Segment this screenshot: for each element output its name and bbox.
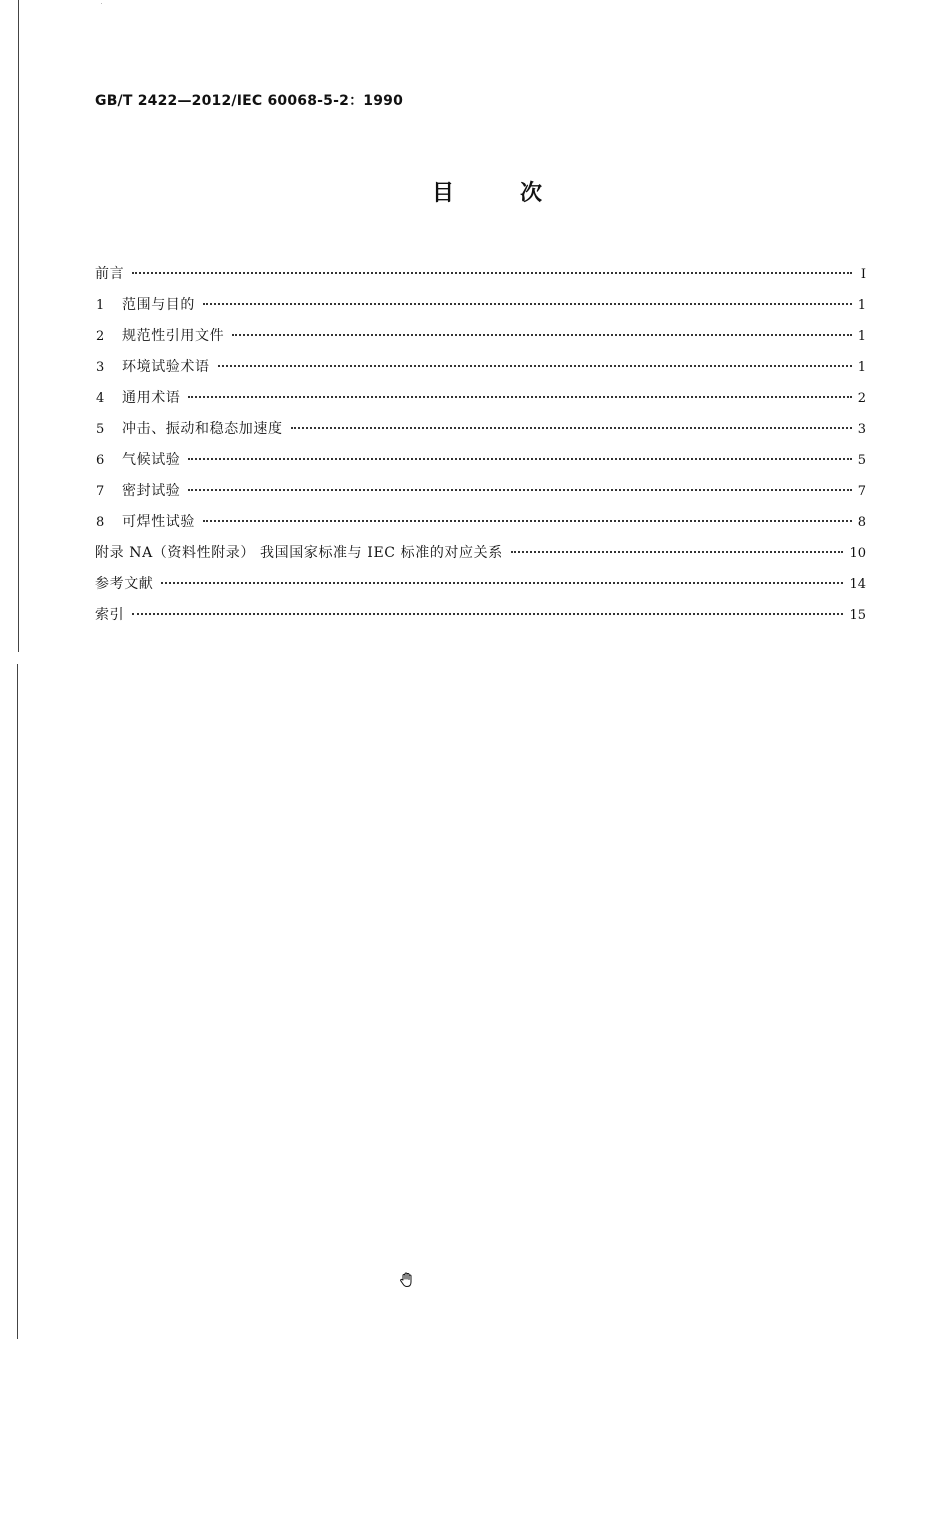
toc-leader-dots [291,427,852,429]
toc-entry-label: 范围与目的 [122,297,195,313]
toc-leader-dots [203,303,852,305]
toc-entry-number: 7 [96,484,105,499]
standard-code: GB/T 2422—2012/IEC 60068-5-2：1990 [95,93,404,109]
toc-entry-page: 15 [849,608,866,623]
toc-entry-page: 7 [857,484,866,499]
toc-entry-label: 冲击、振动和稳态加速度 [122,421,283,437]
toc-entry-label: 参考文献 [95,576,154,592]
toc-entry-number: 4 [96,391,105,406]
scan-speck [101,3,102,4]
toc-entry-index[interactable] [95,600,866,631]
toc-entry-label: 气候试验 [122,452,181,468]
toc-leader-dots [511,551,844,553]
toc-title-char-1: 目 [432,181,455,206]
toc-entry-page: 1 [857,298,866,313]
toc-entry-climatic-tests[interactable] [95,445,866,476]
toc-entry-page: 2 [857,391,866,406]
toc-entry-general-terms[interactable] [95,383,866,414]
toc-entry-normative-references[interactable] [95,321,866,352]
toc-entry-number: 2 [96,329,105,344]
toc-entry-environmental-terms[interactable] [95,352,866,383]
toc-entry-page: 10 [849,546,866,561]
toc-entry-label: 索引 [95,607,125,623]
toc-list [95,259,866,631]
toc-entry-solderability-tests[interactable] [95,507,866,538]
hand-pan-icon [398,1271,416,1289]
toc-entry-page: 5 [857,453,866,468]
toc-entry-label: 通用术语 [122,390,181,406]
toc-entry-page: 14 [849,577,866,592]
toc-entry-number: 1 [96,298,105,313]
toc-entry-scope[interactable] [95,290,866,321]
toc-leader-dots [188,489,851,491]
toc-entry-page: 3 [857,422,866,437]
toc-entry-label: 环境试验术语 [122,359,210,375]
toc-entry-label: 规范性引用文件 [122,328,225,344]
toc-entry-foreword[interactable] [95,259,866,290]
toc-title-char-2: 次 [519,181,542,206]
toc-entry-sealing-tests[interactable] [95,476,866,507]
toc-entry-bibliography[interactable] [95,569,866,600]
toc-entry-number: 8 [96,515,105,530]
toc-leader-dots [218,365,852,367]
toc-entry-page: 1 [857,360,866,375]
toc-leader-dots [203,520,852,522]
page-edge-lower [17,664,18,1339]
toc-leader-dots [132,613,843,615]
toc-entry-shock-vibration[interactable] [95,414,866,445]
toc-title [432,176,542,207]
toc-entry-annex-na[interactable] [95,538,866,569]
toc-entry-number: 3 [96,360,105,375]
toc-leader-dots [188,458,851,460]
toc-leader-dots [161,582,843,584]
toc-entry-page: 1 [857,329,866,344]
toc-entry-page: 8 [857,515,866,530]
toc-entry-page: Ⅰ [860,267,866,282]
toc-entry-number: 6 [96,453,105,468]
toc-entry-label: 可焊性试验 [122,514,195,530]
toc-entry-number: 5 [96,422,105,437]
toc-entry-label: 前言 [95,266,125,282]
toc-entry-label: 密封试验 [122,483,181,499]
toc-leader-dots [188,396,851,398]
toc-leader-dots [132,272,852,274]
page-edge-upper [18,0,19,652]
toc-entry-label: 附录 NA（资料性附录） 我国国家标准与 IEC 标准的对应关系 [95,545,503,561]
toc-leader-dots [232,334,852,336]
